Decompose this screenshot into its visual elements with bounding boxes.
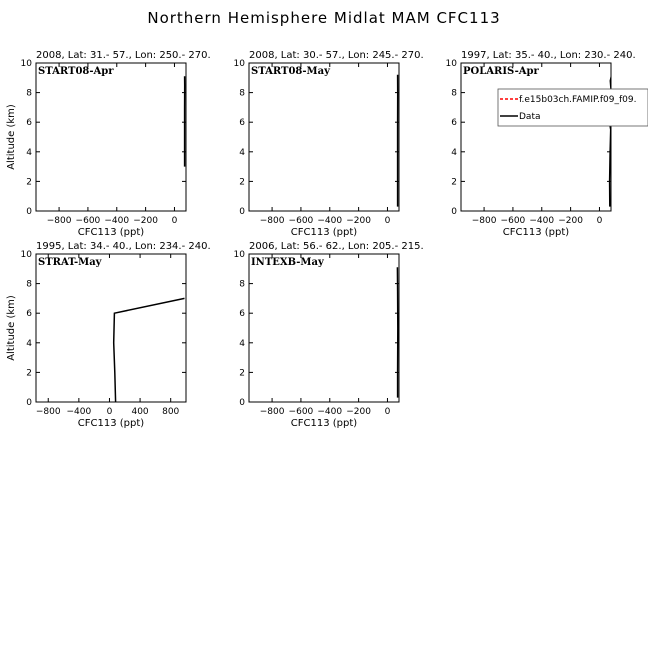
y-tick-label: 10 [20, 59, 32, 69]
x-tick-label: −800 [259, 407, 285, 417]
panel-title: 2008, Lat: 30.- 57., Lon: 245.- 270. [249, 50, 424, 61]
y-tick-label: 0 [26, 207, 32, 217]
y-tick-label: 8 [239, 88, 245, 99]
y-tick-label: 0 [26, 398, 32, 408]
y-tick-label: 0 [239, 207, 245, 217]
x-axis-label: CFC113 (ppt) [77, 418, 145, 429]
x-tick-label: −400 [317, 407, 343, 417]
panel-title: 1997, Lat: 35.- 40., Lon: 230.- 240. [461, 50, 636, 61]
x-axis-label: CFC113 (ppt) [502, 227, 570, 238]
panel-3 [446, 50, 648, 238]
panel-label: POLARIS-Apr [463, 66, 539, 77]
x-tick-label: 400 [131, 407, 149, 417]
y-tick-label: 2 [239, 177, 245, 188]
x-tick-label: −400 [104, 216, 130, 226]
panel-label: STRAT-May [38, 257, 102, 268]
x-tick-label: −400 [529, 216, 555, 226]
y-tick-label: 2 [26, 368, 32, 379]
plot-frame [249, 254, 399, 402]
panel-1 [6, 50, 211, 238]
panel-title: 2008, Lat: 31.- 57., Lon: 250.- 270. [36, 50, 211, 61]
y-tick-label: 2 [26, 177, 32, 188]
x-tick-label: −400 [317, 216, 343, 226]
x-axis-label: CFC113 (ppt) [290, 418, 358, 429]
y-tick-label: 6 [26, 309, 32, 320]
panel-title: 2006, Lat: 56.- 62., Lon: 205.- 215. [249, 241, 424, 252]
x-axis-label: CFC113 (ppt) [290, 227, 358, 238]
y-tick-label: 0 [451, 207, 457, 217]
x-tick-label: −200 [558, 216, 583, 226]
x-tick-label: −800 [35, 407, 61, 417]
panel-title: 1995, Lat: 34.- 40., Lon: 234.- 240. [36, 241, 211, 252]
panels [6, 50, 648, 429]
y-tick-label: 4 [239, 147, 245, 158]
x-tick-label: 0 [384, 407, 391, 417]
y-tick-label: 6 [451, 118, 457, 129]
y-tick-label: 6 [239, 118, 245, 129]
legend-entry: f.e15b03ch.FAMIP.f09_f09. [519, 95, 637, 105]
y-tick-label: 10 [233, 250, 245, 260]
x-tick-label: −200 [346, 216, 371, 226]
x-tick-label: −600 [288, 216, 314, 226]
x-tick-label: 0 [171, 216, 178, 226]
x-tick-label: 0 [384, 216, 391, 226]
legend-entry: Data [519, 112, 541, 122]
y-tick-label: 4 [26, 147, 32, 158]
series-line-data [114, 298, 185, 402]
y-axis-label: Altitude (km) [6, 104, 17, 170]
y-tick-label: 8 [239, 279, 245, 290]
x-tick-label: −600 [288, 407, 314, 417]
y-tick-label: 6 [26, 118, 32, 129]
figure-title: Northern Hemisphere Midlat MAM CFC113 [147, 9, 501, 27]
panel-4 [6, 241, 211, 429]
y-tick-label: 8 [26, 279, 32, 290]
y-tick-label: 4 [451, 147, 457, 158]
y-tick-label: 10 [445, 59, 457, 69]
y-tick-label: 4 [239, 338, 245, 349]
x-tick-label: −200 [133, 216, 158, 226]
panel-5 [234, 241, 424, 429]
y-tick-label: 10 [233, 59, 245, 69]
y-axis-label: Altitude (km) [6, 295, 17, 361]
y-tick-label: 2 [239, 368, 245, 379]
plot-frame [461, 63, 611, 211]
y-tick-label: 0 [239, 398, 245, 408]
y-tick-label: 6 [239, 309, 245, 320]
legend [498, 89, 648, 126]
panel-label: INTEXB-May [251, 257, 324, 268]
x-tick-label: −400 [66, 407, 92, 417]
x-tick-label: −600 [500, 216, 526, 226]
x-tick-label: −600 [75, 216, 101, 226]
x-tick-label: −200 [346, 407, 371, 417]
plot-frame [249, 63, 399, 211]
x-tick-label: 800 [162, 407, 180, 417]
plot-frame [36, 254, 186, 402]
x-axis-label: CFC113 (ppt) [77, 227, 145, 238]
y-tick-label: 8 [451, 88, 457, 99]
panel-label: START08-Apr [38, 66, 114, 77]
y-tick-label: 8 [26, 88, 32, 99]
y-tick-label: 10 [20, 250, 32, 260]
panel-label: START08-May [251, 66, 330, 77]
x-tick-label: −800 [46, 216, 72, 226]
y-tick-label: 4 [26, 338, 32, 349]
x-tick-label: 0 [596, 216, 603, 226]
x-tick-label: −800 [471, 216, 497, 226]
x-tick-label: 0 [106, 407, 113, 417]
panel-2 [234, 50, 424, 238]
plot-frame [36, 63, 186, 211]
y-tick-label: 2 [451, 177, 457, 188]
x-tick-label: −800 [259, 216, 285, 226]
